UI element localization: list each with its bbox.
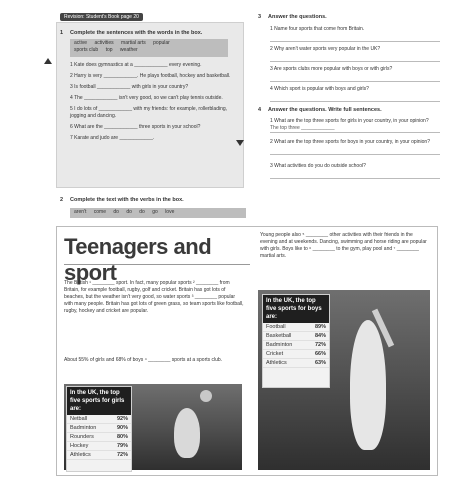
boys-sports-table	[262, 294, 330, 388]
article-paragraph-3: Young people also ⁵ ________ other activities with their friends in the evening and at weekends. Dancing, swimming and horse riding are popular with girls. Boys like to ⁶ ________ to the gym, play pool and ⁷ ________ martial arts.	[260, 232, 427, 259]
word-come: come	[93, 209, 106, 215]
word-love: love	[165, 209, 175, 215]
exercise-1-list	[70, 62, 235, 142]
exercise-3-number: 3	[258, 14, 262, 20]
sport-percent: 84%	[314, 333, 326, 339]
word-go: go	[152, 209, 158, 215]
ex1-item-1: 1 Kate does gymnastics at a ____________ every evening.	[70, 62, 202, 68]
exercise-1-word-box	[70, 39, 228, 57]
exercise-4-number: 4	[258, 107, 262, 113]
ex3-item-1: 1 Name four sports that come from Britain.	[270, 26, 365, 32]
title-underline	[64, 264, 250, 265]
sport-name: Badminton	[266, 342, 293, 348]
sport-percent: 72%	[314, 342, 326, 348]
ex4-item-1: 1 What are the top three sports for girls in your country, in your opinion?	[270, 118, 429, 124]
article-title: Teenagers and sport	[64, 234, 212, 285]
sport-name: Netball	[70, 416, 88, 422]
ex1-item-5: 5 I do lots of ____________ with my friends: for example, rollerblading, jogging and dancing.	[70, 106, 228, 119]
table-row	[263, 323, 329, 332]
sport-name: Badminton	[70, 425, 97, 431]
exercise-2-number: 2	[60, 197, 64, 203]
exercise-2-instruction: Complete the text with the verbs in the box.	[70, 197, 184, 203]
table-row	[263, 332, 329, 341]
arrow-up-icon	[44, 58, 52, 64]
sport-name: Cricket	[266, 351, 284, 357]
answer-line	[270, 33, 440, 42]
answer-line	[270, 146, 440, 155]
table-row	[67, 442, 131, 451]
answer-line	[270, 170, 440, 179]
ex3-item-4: 4 Which sport is popular with boys and girls?	[270, 86, 369, 92]
ex1-item-4: 4 The ____________ isn't very good, so we can't play tennis outside.	[70, 95, 223, 101]
revision-header: Revision: Student's Book page 20	[60, 13, 143, 21]
word-weather: weather	[119, 47, 138, 53]
sport-percent: 90%	[116, 425, 128, 431]
table-row	[67, 415, 131, 424]
answer-line	[270, 53, 440, 62]
table-row	[67, 433, 131, 442]
answer-line	[270, 73, 440, 82]
sport-percent: 89%	[314, 324, 326, 330]
sport-percent: 92%	[116, 416, 128, 422]
ex1-item-3: 3 Is football ____________ with girls in your country?	[70, 84, 189, 90]
table-row	[263, 350, 329, 359]
sport-percent: 79%	[116, 443, 128, 449]
word-active: active	[74, 40, 88, 46]
word-do-1: do	[113, 209, 119, 215]
word-popular: popular	[153, 40, 170, 46]
word-activities: activities	[94, 40, 114, 46]
word-do-2: do	[126, 209, 132, 215]
exercise-4-list	[270, 118, 440, 179]
exercise-3-instruction: Answer the questions.	[268, 14, 327, 20]
sport-percent: 66%	[314, 351, 326, 357]
ball-icon	[200, 390, 212, 402]
sport-percent: 80%	[116, 434, 128, 440]
cricketer-figure	[350, 320, 386, 450]
ex3-item-3: 3 Are sports clubs more popular with boys or with girls?	[270, 66, 393, 72]
girls-sports-table	[66, 386, 132, 472]
word-top: top	[105, 47, 113, 53]
sport-name: Rounders	[70, 434, 94, 440]
table-row	[67, 451, 131, 460]
article-paragraph-2: About 55% of girls and 68% of boys ⁴ ________ sports at a sports club.	[64, 357, 223, 363]
sport-name: Football	[266, 324, 286, 330]
ex1-item-2: 2 Harry is very ____________. He plays football, hockey and basketball.	[70, 73, 231, 79]
sport-percent: 72%	[116, 452, 128, 458]
girls-table-header: In the UK, the top five sports for girls are:	[67, 387, 131, 415]
exercise-1-instruction: Complete the sentences with the words in the box.	[70, 30, 203, 36]
ex3-item-2: 2 Why aren't water sports very popular in the UK?	[270, 46, 381, 52]
word-arent: aren't	[74, 209, 87, 215]
player-figure	[174, 408, 200, 458]
ex1-item-6: 6 What are the ____________ three sports in your school?	[70, 124, 201, 130]
exercise-4-instruction: Answer the questions. Write full sentences.	[268, 107, 382, 113]
exercise-2-word-box	[70, 208, 246, 218]
ex4-example-answer: The top three ____________	[270, 125, 440, 133]
sport-percent: 63%	[314, 360, 326, 366]
table-row	[263, 359, 329, 368]
exercise-3-list	[270, 26, 440, 102]
answer-line	[270, 93, 440, 102]
ex4-item-3: 3 What activities do you do outside school?	[270, 163, 366, 169]
arrow-down-icon	[236, 140, 244, 146]
table-row	[67, 424, 131, 433]
exercise-1-number: 1	[60, 30, 64, 36]
sport-name: Hockey	[70, 443, 89, 449]
word-sports-club: sports club	[74, 47, 99, 53]
table-row	[263, 341, 329, 350]
boys-table-header: In the UK, the top five sports for boys are:	[263, 295, 329, 323]
word-martial-arts: martial arts	[121, 40, 146, 46]
sport-name: Athletics	[266, 360, 287, 366]
ex1-item-7: 7 Karate and judo are ____________.	[70, 135, 155, 141]
word-do-3: do	[139, 209, 145, 215]
sport-name: Basketball	[266, 333, 292, 339]
ex4-item-2: 2 What are the top three sports for boys in your country, in your opinion?	[270, 139, 430, 145]
article-paragraph-1: The British ¹ ________ sport. In fact, many popular sports ² ________ from Britain, for example football, rugby, golf and cricket. Britain has got lots of beaches, but the weather isn't very good, so water sports ³ ________ popular with many people. Britain has got lots of green grass, so team sports like football, rugby, hockey and cricket are popular.	[64, 280, 244, 314]
sport-name: Athletics	[70, 452, 91, 458]
